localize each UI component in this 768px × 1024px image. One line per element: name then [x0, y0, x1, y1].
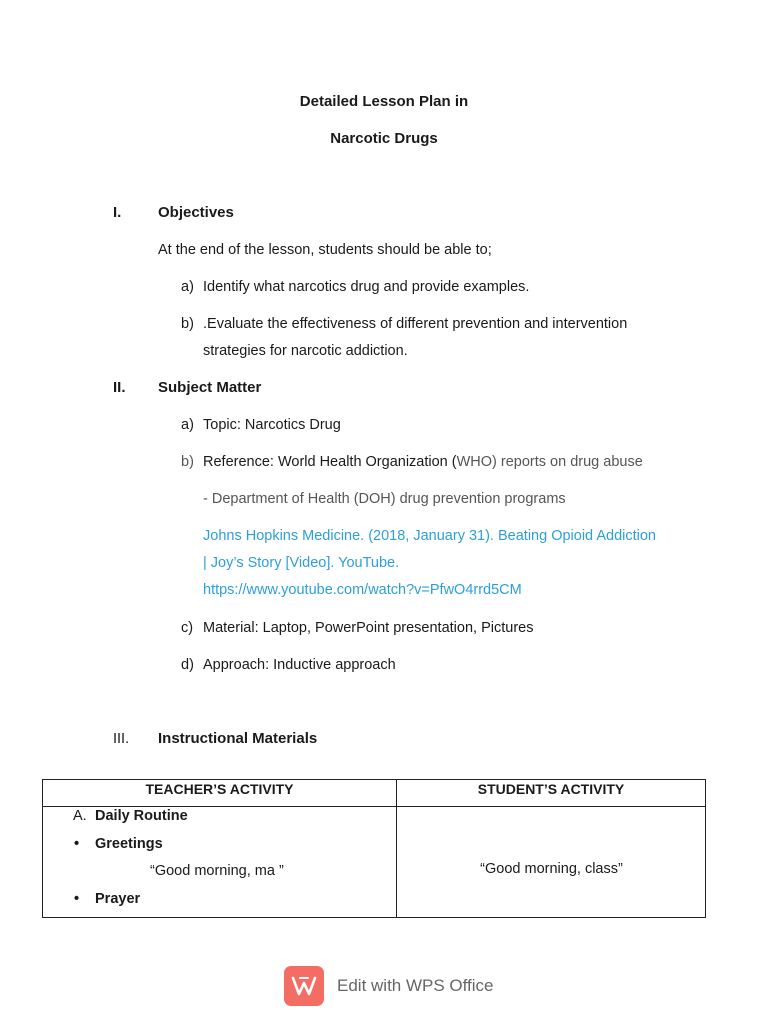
teacher-activity-cell — [43, 807, 397, 918]
reference-link-url[interactable]: https://www.youtube.com/watch?v=PfwO4rrd5CM — [203, 582, 522, 598]
objective-item-a: Identify what narcotics drug and provide examples. — [203, 279, 530, 295]
objective-marker-a: a) — [181, 279, 194, 295]
prayer-label: Prayer — [95, 891, 141, 907]
reference-link-line1[interactable]: Johns Hopkins Medicine. (2018, January 31). Beating Opioid Addiction — [203, 528, 656, 544]
objectives-intro: At the end of the lesson, students should be able to; — [158, 242, 492, 258]
subject-marker-c: c) — [181, 620, 194, 636]
wps-w-icon — [291, 975, 317, 997]
edit-with-wps-link[interactable]: Edit with WPS Office — [337, 976, 494, 995]
section-number-1: I. — [113, 204, 122, 221]
subject-marker-d: d) — [181, 657, 194, 673]
subject-approach: Approach: Inductive approach — [203, 657, 396, 673]
objective-item-b-line1: .Evaluate the effectiveness of different prevention and intervention — [203, 316, 628, 332]
objective-marker-b: b) — [181, 316, 194, 332]
subject-matter-heading: Subject Matter — [158, 379, 262, 396]
doc-title: Detailed Lesson Plan in — [299, 93, 469, 110]
routine-marker: A. — [73, 808, 87, 824]
reference-label: Reference: World Health Organization ( — [203, 454, 457, 470]
instructional-materials-heading: Instructional Materials — [158, 730, 318, 747]
section-number-3: III. — [113, 731, 130, 747]
table-header-row — [43, 780, 706, 807]
wps-logo-icon[interactable] — [284, 966, 324, 1006]
reference-doh: - Department of Health (DOH) drug prevention programs — [203, 491, 566, 507]
subject-topic: Topic: Narcotics Drug — [203, 417, 341, 433]
reference-link-line2[interactable]: | Joy’s Story [Video]. YouTube. — [203, 555, 400, 571]
activity-table — [42, 779, 706, 918]
student-activity-header: STUDENT’S ACTIVITY — [397, 780, 706, 807]
subject-material: Material: Laptop, PowerPoint presentation, Pictures — [203, 620, 534, 636]
daily-routine-label: Daily Routine — [95, 808, 188, 824]
teacher-activity-header: TEACHER’S ACTIVITY — [43, 780, 397, 807]
subject-reference — [203, 453, 643, 471]
doc-subtitle: Narcotic Drugs — [330, 130, 438, 147]
greetings-label: Greetings — [95, 836, 163, 852]
student-activity-cell — [397, 807, 706, 918]
reference-who: WHO) reports on drug abuse — [456, 454, 643, 470]
teacher-greeting-quote: “Good morning, ma ” — [150, 863, 284, 879]
objectives-heading: Objectives — [158, 204, 234, 221]
section-number-2: II. — [113, 379, 126, 396]
subject-marker-b: b) — [181, 454, 194, 470]
bullet-icon: • — [74, 836, 80, 852]
table-row — [43, 807, 706, 918]
student-greeting-reply: “Good morning, class” — [480, 861, 623, 877]
subject-marker-a: a) — [181, 417, 194, 433]
objective-item-b-line2: strategies for narcotic addiction. — [203, 343, 408, 359]
bullet-icon: • — [74, 891, 80, 907]
